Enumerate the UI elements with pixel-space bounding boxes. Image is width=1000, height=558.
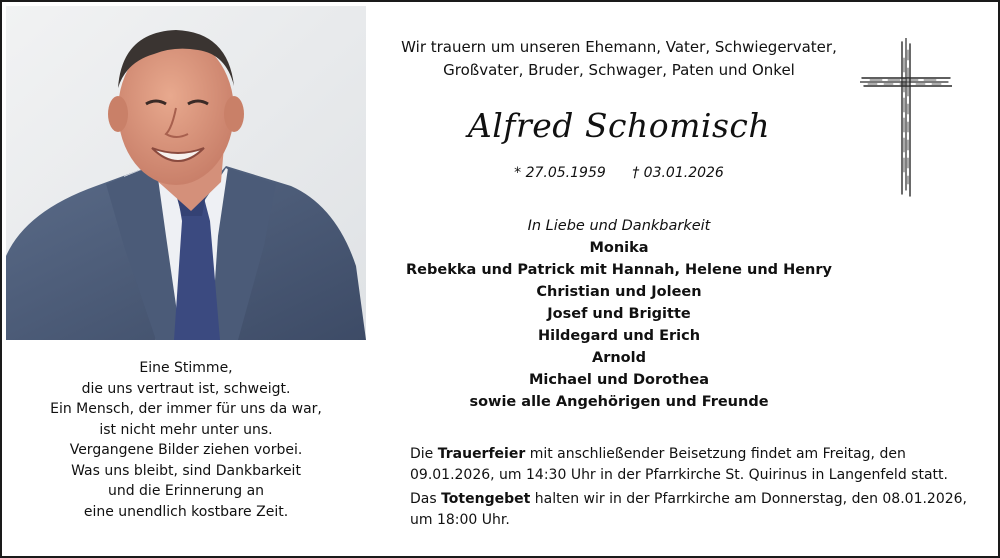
prayer-text-end: halten wir in der Pfarrkirche am Donnerstag, den 08.01.2026, um 18:00 Uhr. [410,491,967,528]
mourner-name: Monika [589,240,649,256]
funeral-text-start: Die [410,446,438,462]
portrait-photo [6,6,366,340]
mourner-name: Hildegard und Erich [537,328,701,344]
mourner-name: Christian und Joleen [536,284,702,300]
poem-line: Eine Stimme, [139,360,233,376]
poem-line: eine unendlich kostbare Zeit. [83,503,289,520]
poem-line: Was uns bleibt, sind Dankbarkeit [71,462,301,479]
funeral-text-end: mit anschließender Beisetzung findet am Freitag, den 09.01.2026, um 14:30 Uhr in der Pfarrkirche St. Quirinus in Langenfeld statt. [410,446,948,483]
mourner-name: Arnold [591,350,646,366]
death-date: † 03.01.2026 [632,165,724,181]
poem [6,358,366,522]
intro-line: Großvater, Bruder, Schwager, Paten und Onkel [443,61,795,79]
mourner-name: sowie alle Angehörigen und Freunde [469,394,769,410]
mourners-lead: In Liebe und Dankbarkeit [527,218,711,234]
funeral-highlight: Trauerfeier [437,446,526,462]
cross-icon [860,38,952,202]
mourner-name: Josef und Brigitte [547,306,691,322]
poem-line: die uns vertraut ist, schweigt. [81,380,291,397]
poem-line: Ein Mensch, der immer für uns da war, [50,401,322,417]
prayer-info [410,489,985,530]
life-dates [382,165,856,181]
service-info [410,444,985,534]
intro-text [382,36,856,82]
birth-date: * 27.05.1959 [514,165,606,181]
mourner-name: Rebekka und Patrick mit Hannah, Helene und Henry [405,262,832,278]
deceased-name: Alfred Schomisch [467,106,771,145]
intro-line: Wir trauern um unseren Ehemann, Vater, Schwiegervater, [401,38,837,56]
poem-line: ist nicht mehr unter uns. [99,421,273,438]
mourner-name: Michael und Dorothea [528,372,709,388]
prayer-text-start: Das [410,491,442,507]
poem-line: Vergangene Bilder ziehen vorbei. [69,442,303,458]
prayer-highlight: Totengebet [441,491,531,507]
funeral-info [410,444,985,485]
poem-line: und die Erinnerung an [107,483,265,499]
mourners-list [382,215,856,413]
